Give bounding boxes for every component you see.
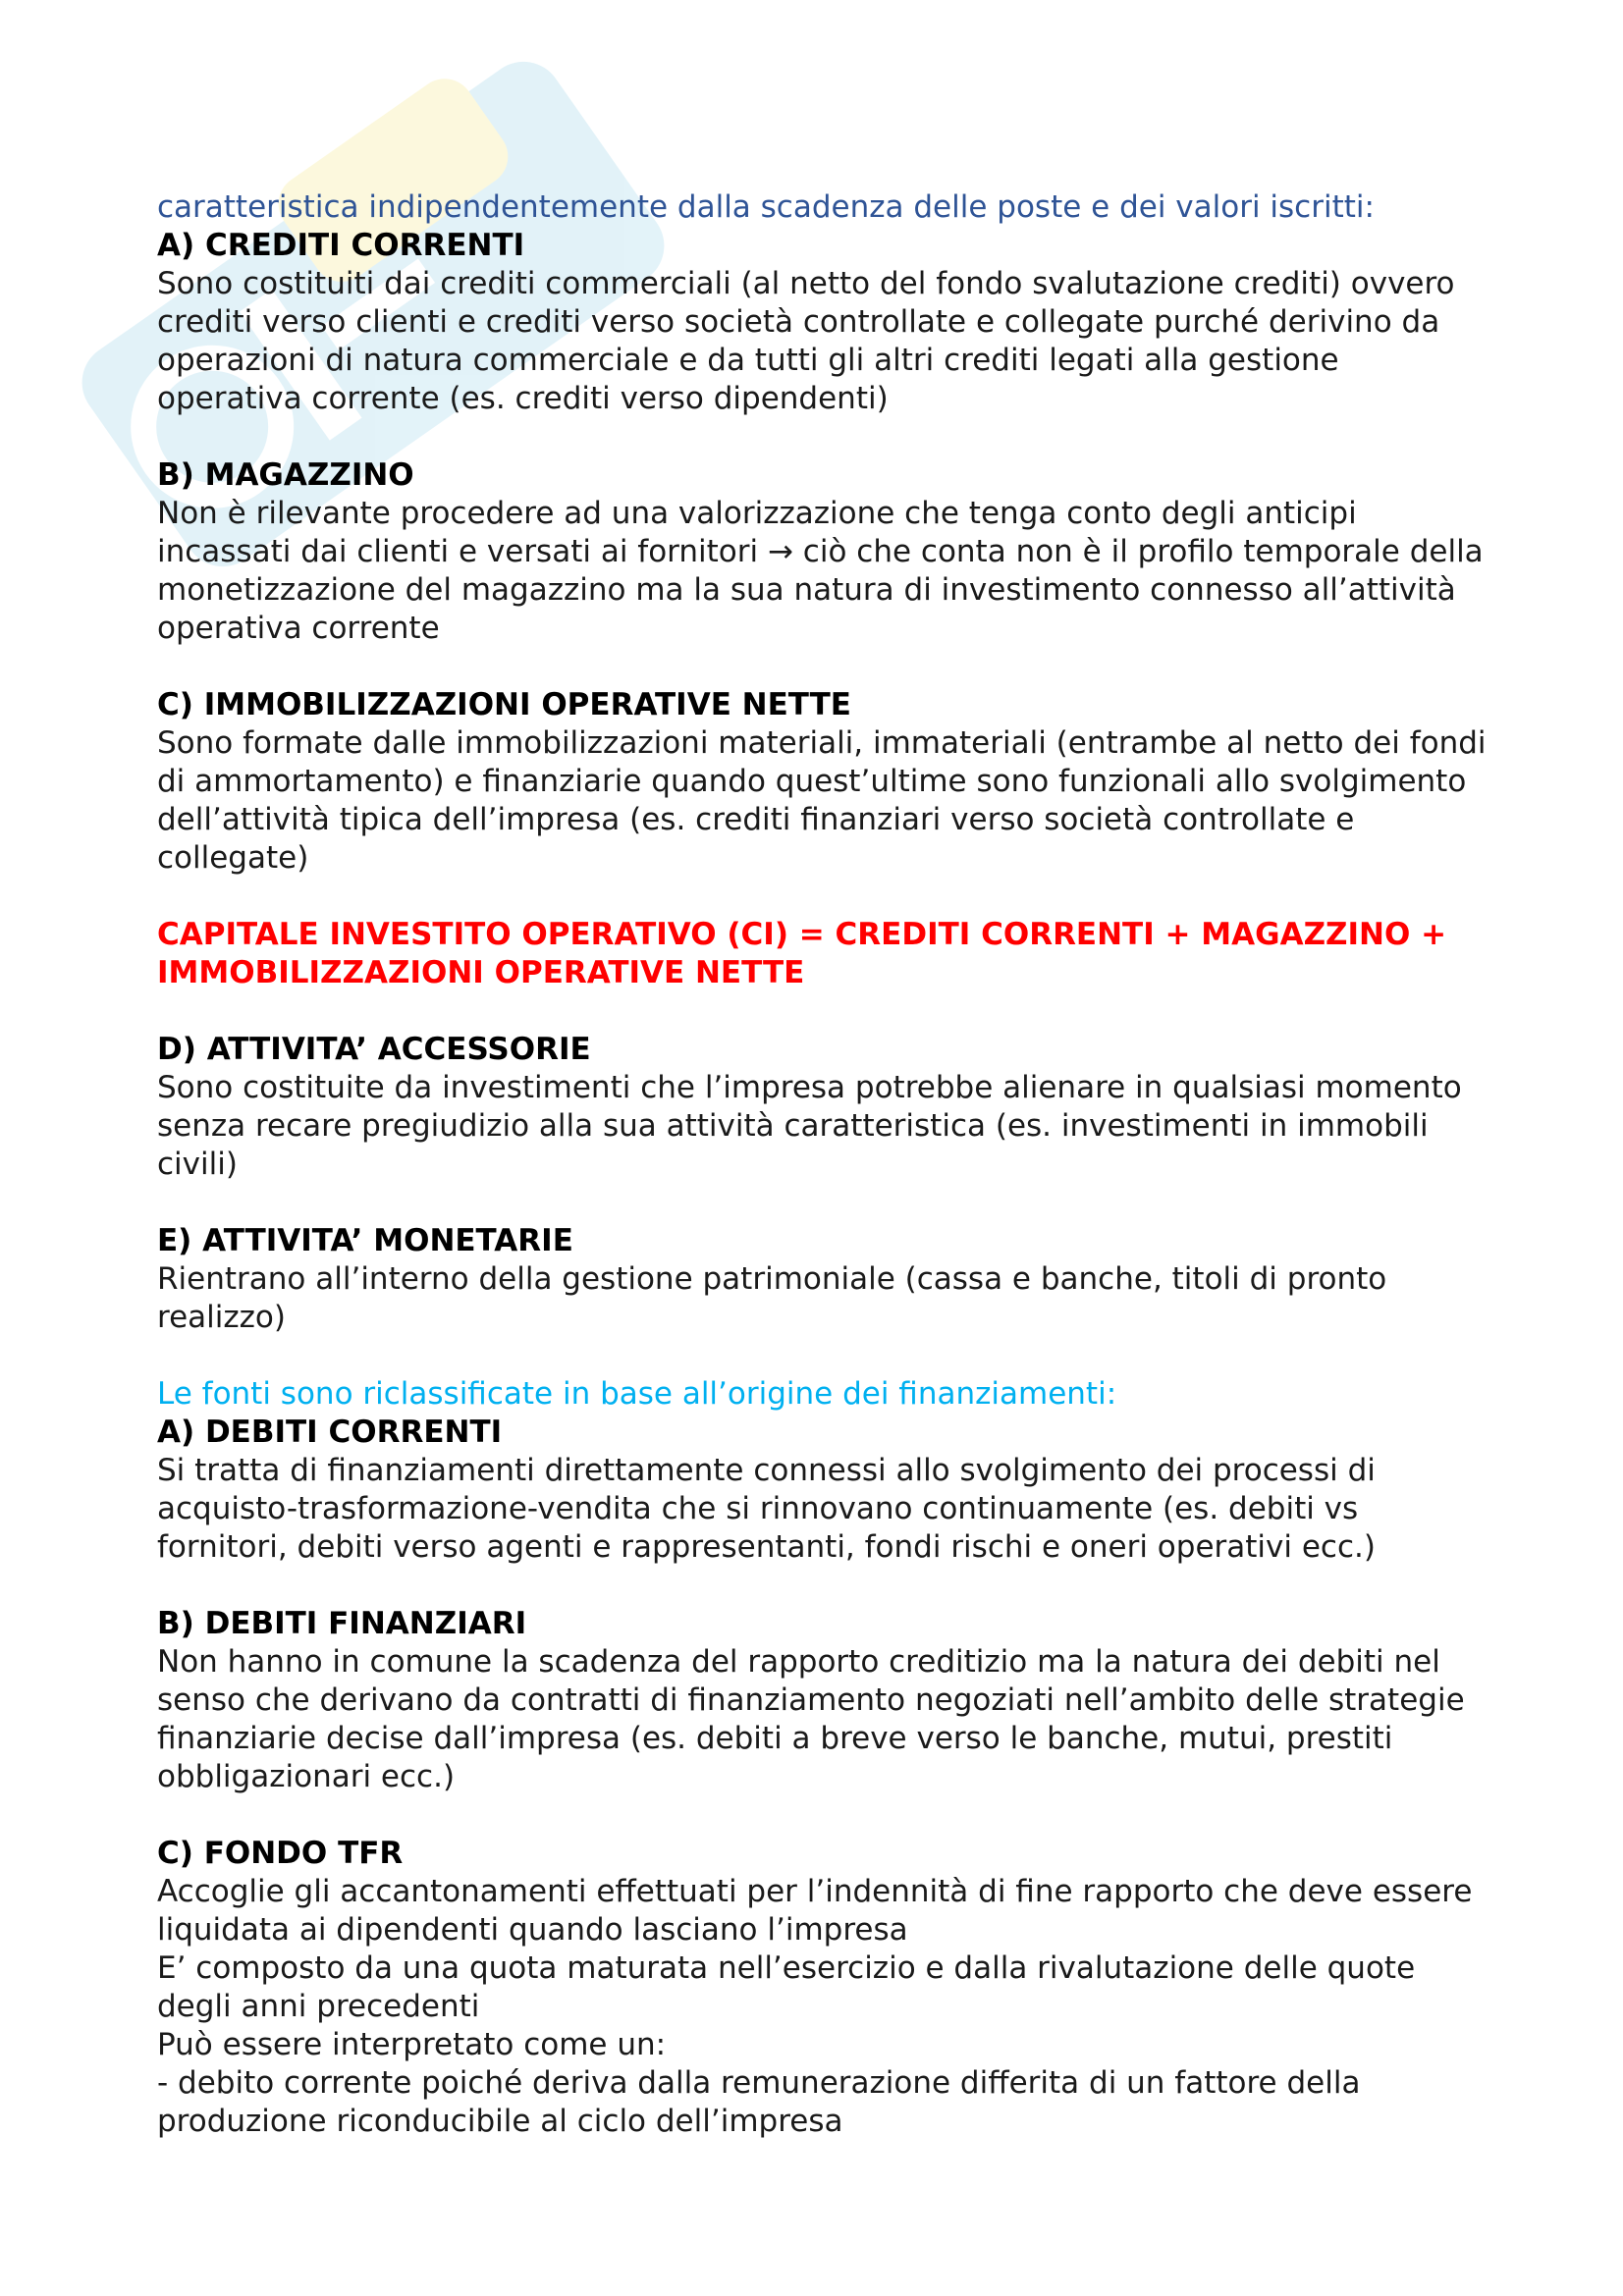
heading-debiti-correnti: A) DEBITI CORRENTI: [157, 1415, 503, 1450]
text-immobilizzazioni: Sono formate dalle immobilizzazioni materiali, immateriali (entrambe al netto dei fondi di ammortamento) e finanziarie quando quest’ultime sono funzionali allo svolgimento dell’attività tipica dell’impresa (es. crediti finanziari verso società controllate e collegate): [157, 725, 1487, 876]
heading-debiti-finanziari: B) DEBITI FINANZIARI: [157, 1606, 527, 1641]
text-attivita-accessorie: Sono costituite da investimenti che l’impresa potrebbe alienare in qualsiasi momento senza recare pregiudizio alla sua attività caratteristica (es. investimenti in immobili civili): [157, 1070, 1462, 1182]
text-debiti-correnti: Si tratta di finanziamenti direttamente connessi allo svolgimento dei processi di acquisto-trasformazione-vendita che si rinnovano continuamente (es. debiti vs fornitori, debiti verso agenti e rappresentanti, fondi rischi e oneri operativi ecc.): [157, 1453, 1376, 1565]
heading-fondo-tfr: C) FONDO TFR: [157, 1836, 404, 1871]
intro-text: caratteristica indipendentemente dalla scadenza delle poste e dei valori iscritti:: [157, 189, 1375, 225]
text-attivita-monetarie: Rientrano all’interno della gestione patrimoniale (cassa e banche, titoli di pronto realizzo): [157, 1261, 1387, 1335]
heading-attivita-accessorie: D) ATTIVITA’ ACCESSORIE: [157, 1032, 591, 1067]
intro-fonti: Le fonti sono riclassificate in base all’origine dei finanziamenti:: [157, 1376, 1117, 1412]
text-fondo-tfr-3: Può essere interpretato come un:: [157, 2027, 667, 2062]
arrow-right-icon: →: [767, 534, 793, 569]
text-magazzino-part2: ciò che conta non è il profilo temporale della monetizzazione del magazzino ma la sua natura di investimento connesso all’attività operativa corrente: [157, 534, 1484, 646]
heading-immobilizzazioni: C) IMMOBILIZZAZIONI OPERATIVE NETTE: [157, 687, 851, 722]
document-body: [157, 188, 1492, 2141]
text-fondo-tfr-4: - debito corrente poiché deriva dalla remunerazione differita di un fattore della produzione riconducibile al ciclo dell’impresa: [157, 2065, 1361, 2139]
text-fondo-tfr-1: Accoglie gli accantonamenti effettuati per l’indennità di fine rapporto che deve essere liquidata ai dipendenti quando lasciano l’impresa: [157, 1874, 1473, 1948]
text-crediti-correnti: Sono costituiti dai crediti commerciali (al netto del fondo svalutazione crediti) ovvero crediti verso clienti e crediti verso società controllate e collegate purché derivino da operazioni di natura commerciale e da tutti gli altri crediti legati alla gestione operativa corrente (es. crediti verso dipendenti): [157, 266, 1455, 416]
text-magazzino: [157, 495, 1492, 648]
text-magazzino-part1: Non è rilevante procedere ad una valorizzazione che tenga conto degli anticipi incassati dai clienti e versati ai fornitori: [157, 496, 1357, 569]
heading-attivita-monetarie: E) ATTIVITA’ MONETARIE: [157, 1223, 573, 1258]
text-fondo-tfr-2: E’ composto da una quota maturata nell’esercizio e dalla rivalutazione delle quote degli anni precedenti: [157, 1950, 1416, 2024]
formula-capitale-investito: CAPITALE INVESTITO OPERATIVO (CI) = CREDITI CORRENTI + MAGAZZINO + IMMOBILIZZAZIONI OPERATIVE NETTE: [157, 917, 1447, 990]
heading-crediti-correnti: A) CREDITI CORRENTI: [157, 228, 525, 263]
text-debiti-finanziari: Non hanno in comune la scadenza del rapporto creditizio ma la natura dei debiti nel senso che derivano da contratti di finanziamento negoziati nell’ambito delle strategie finanziarie decise dall’impresa (es. debiti a breve verso le banche, mutui, prestiti obbligazionari ecc.): [157, 1644, 1465, 1794]
heading-magazzino: B) MAGAZZINO: [157, 457, 414, 493]
